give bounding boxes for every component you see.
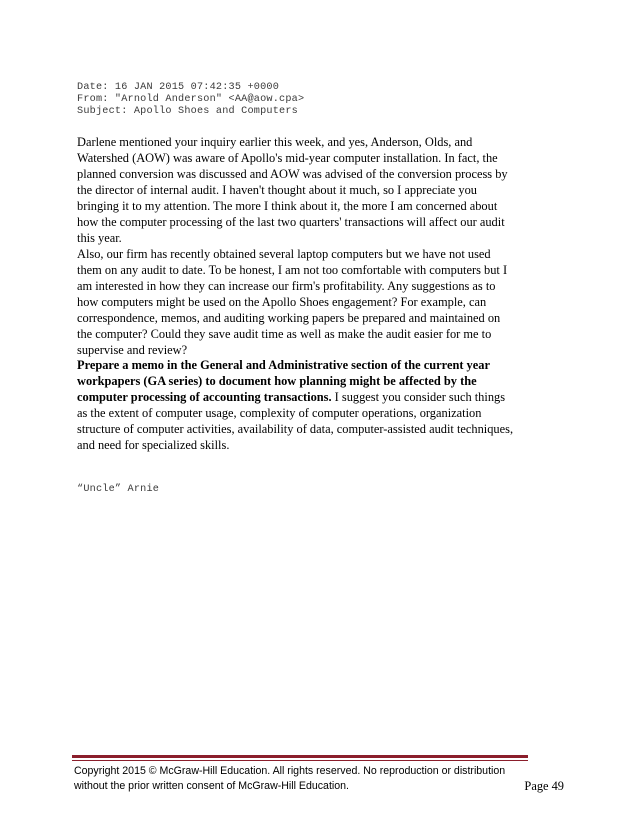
footer-line-2: without the prior written consent of McGraw-Hill Education. bbox=[74, 780, 349, 792]
assignment-instruction: Prepare a memo in the General and Administrative section of the current year workpapers (GA series) to document how planning might be affected by the computer processing of accounting transactions. bbox=[77, 358, 490, 404]
assignment-suggestions: I suggest you consider such things as the extent of computer usage, complexity of computer operations, organization structure of computer activities, availability of data, computer-assisted audit techniques, and need for specialized skills. bbox=[77, 390, 514, 452]
footer-line-1: Copyright 2015 © McGraw-Hill Education. All rights reserved. No reproduction or distribution bbox=[74, 765, 506, 777]
email-body-paragraph-3 bbox=[77, 357, 517, 453]
paragraph-2-text: Also, our firm has recently obtained several laptop computers but we have not used them on any audit to date. To be honest, I am not too comfortable with computers but I am interested in how they can increase our firm's profitability. Any suggestions as to how computers might be used on the Apollo Shoes engagement? For example, can correspondence, memos, and auditing working papers be prepared and maintained on the computer? Could they save audit time as well as make the audit easier for me to supervise and review? bbox=[77, 247, 508, 357]
paragraph-3 bbox=[77, 357, 517, 453]
page-number: Page 49 bbox=[524, 779, 564, 793]
signature: “Uncle” Arnie bbox=[77, 484, 160, 495]
email-subject: Subject: Apollo Shoes and Computers bbox=[77, 106, 298, 117]
email-body-paragraph-1 bbox=[77, 134, 517, 246]
email-date: Date: 16 JAN 2015 07:42:35 +0000 bbox=[77, 82, 280, 93]
footer-copyright bbox=[74, 764, 564, 794]
email-from: From: "Arnold Anderson" <AA@aow.cpa> bbox=[77, 94, 305, 105]
paragraph-1-text: Darlene mentioned your inquiry earlier this week, and yes, Anderson, Olds, and Watershed (AOW) was aware of Apollo's mid-year computer installation. In fact, the planned conversion was discussed and AOW was advised of the conversion process by the director of internal audit. I haven't thought about it much, so I appreciate you bringing it to my attention. The more I think about it, the more I am concerned about how the computer processing of the last two quarters' transactions will affect our audit this year. bbox=[77, 135, 508, 245]
footer-divider-thin bbox=[72, 760, 528, 761]
email-header bbox=[77, 82, 304, 118]
email-body-paragraph-2 bbox=[77, 246, 517, 358]
footer-divider-thick bbox=[72, 755, 528, 758]
